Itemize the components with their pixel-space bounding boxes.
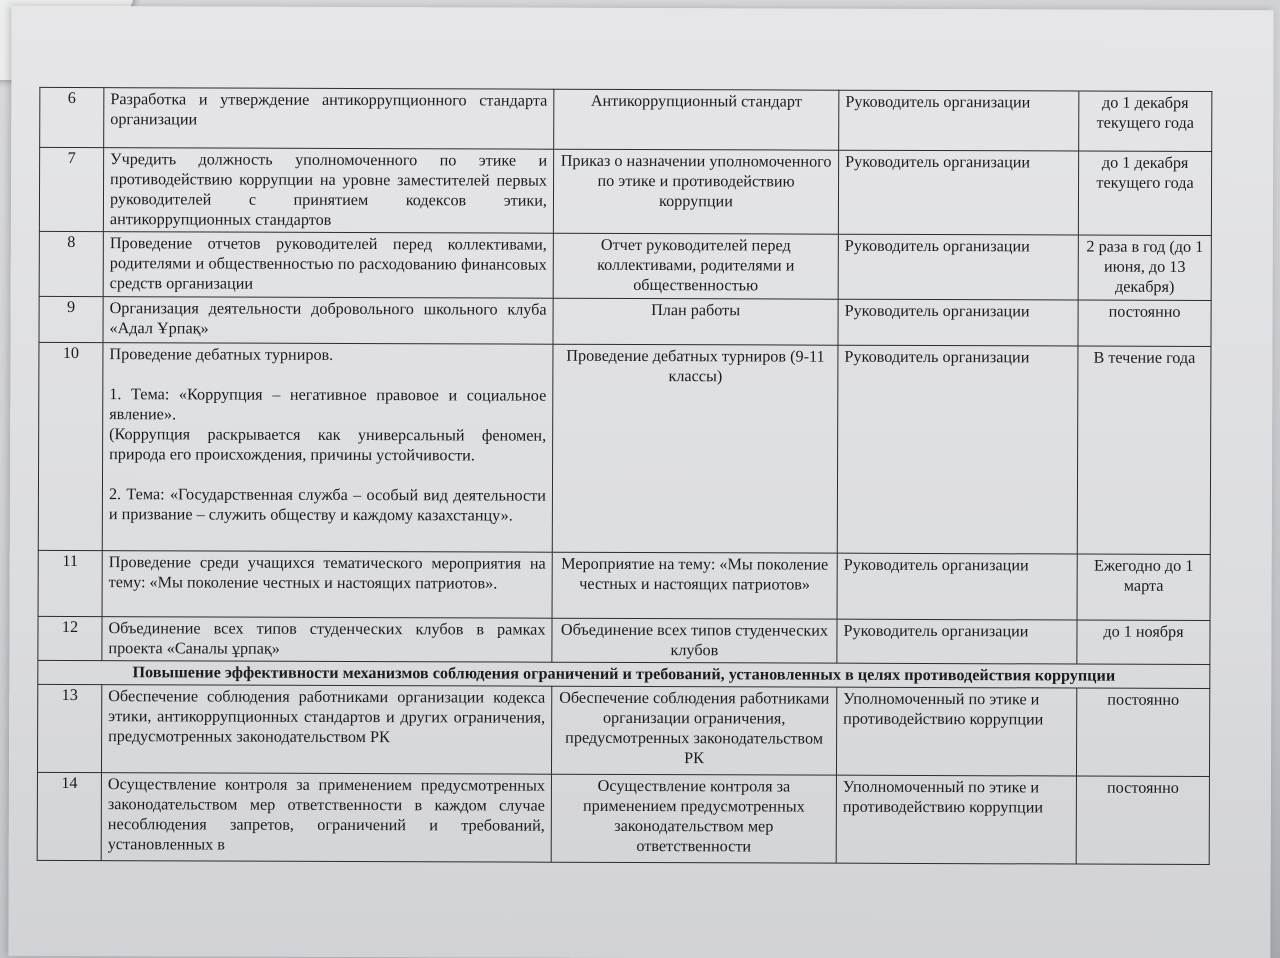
responsible-cell: Уполномоченный по этике и противодействию коррупции <box>836 687 1076 776</box>
debate-topic-2: 2. Тема: «Государственная служба – особый вид деятельности и призвание – служить обществу и каждому казахстанцу». <box>108 485 546 525</box>
row-number: 8 <box>39 231 103 296</box>
deadline-cell: Ежегодно до 1 марта <box>1077 554 1210 620</box>
activity-cell: Осуществление контроля за применением предусмотренных законодательством мер ответственности в каждом случае несоблюдения запретов, ограничений и требований, установленных в <box>101 773 551 863</box>
responsible-cell: Руководитель организации <box>837 553 1077 620</box>
responsible-cell: Руководитель организации <box>837 345 1078 554</box>
responsible-cell: Руководитель организации <box>838 299 1078 346</box>
row-number: 11 <box>38 550 102 616</box>
activity-cell <box>102 343 553 553</box>
row-number: 6 <box>40 87 104 147</box>
deadline-cell: до 1 декабря текущего года <box>1079 91 1212 151</box>
deadline-cell: до 1 декабря текущего года <box>1078 151 1211 235</box>
document-sheet <box>8 6 1273 958</box>
debate-intro: Проведение дебатных турниров. <box>109 345 334 364</box>
activity-cell: Организация деятельности добровольного школьного клуба «Адал Ұрпақ» <box>103 297 553 345</box>
table-row <box>37 772 1209 864</box>
debate-topic-1-note: (Коррупция раскрывается как универсальный феномен, природа его происхождения, причины устойчивости. <box>109 425 547 465</box>
deadline-cell: В течение года <box>1077 346 1211 554</box>
activity-cell: Обеспечение соблюдения работниками организации кодекса этики, антикоррупционных стандартов и других ограничения, предусмотренных законодательством РК <box>101 685 551 775</box>
result-cell: Приказ о назначении уполномоченного по этике и противодействию коррупции <box>553 149 838 234</box>
activity-cell: Проведение среди учащихся тематического мероприятия на тему: «Мы поколение честных и настоящих патриотов». <box>102 551 552 619</box>
result-cell: Отчет руководителей перед коллективами, родителями и общественностью <box>553 233 838 299</box>
responsible-cell: Руководитель организации <box>838 150 1078 235</box>
table-row <box>37 684 1209 776</box>
row-number: 14 <box>37 772 101 860</box>
responsible-cell: Руководитель организации <box>837 619 1077 664</box>
row-number: 7 <box>39 147 103 231</box>
responsible-cell: Руководитель организации <box>839 90 1079 151</box>
table-row <box>39 296 1211 346</box>
paragraph-gap <box>109 364 546 386</box>
deadline-cell: постоянно <box>1076 776 1209 864</box>
row-number: 13 <box>37 684 101 772</box>
result-cell: Осуществление контроля за применением предусмотренных законодательством мер ответственности <box>551 774 836 863</box>
result-cell: Проведение дебатных турниров (9-11 классы) <box>552 344 838 553</box>
activity-cell: Объединение всех типов студенческих клубов в рамках проекта «Саналы ұрпақ» <box>102 617 552 663</box>
table-row <box>38 550 1210 620</box>
responsible-cell: Руководитель организации <box>838 234 1078 300</box>
result-cell: Антикоррупционный стандарт <box>554 89 839 150</box>
deadline-cell: 2 раза в год (до 1 июня, до 13 декабря) <box>1078 235 1211 300</box>
responsible-cell: Уполномоченный по этике и противодействию коррупции <box>836 775 1076 864</box>
row-number: 9 <box>39 296 103 342</box>
table-row <box>39 147 1211 235</box>
result-cell: Обеспечение соблюдения работниками организации ограничения, предусмотренных законодательством РК <box>551 686 836 775</box>
deadline-cell: постоянно <box>1078 300 1211 346</box>
result-cell: Объединение всех типов студенческих клубов <box>552 618 837 663</box>
anticorruption-plan-table <box>37 87 1213 865</box>
section-heading: Повышение эффективности механизмов соблюдения ограничений и требований, установленных в целях противодействия коррупции <box>38 660 1210 688</box>
result-cell: План работы <box>553 298 838 345</box>
row-number: 10 <box>38 342 103 550</box>
debate-topic-1: 1. Тема: «Коррупция – негативное правовое и социальное явление». <box>109 385 547 424</box>
table-row <box>40 87 1212 151</box>
table-row <box>39 231 1211 300</box>
activity-cell: Разработка и утверждение антикоррупционного стандарта организации <box>104 88 554 150</box>
deadline-cell: до 1 ноября <box>1077 620 1210 664</box>
paragraph-gap <box>109 464 546 486</box>
table-row <box>38 342 1211 554</box>
result-cell: Мероприятие на тему: «Мы поколение честных и настоящих патриотов» <box>552 552 837 619</box>
table-row <box>38 616 1210 664</box>
deadline-cell: постоянно <box>1076 688 1209 776</box>
activity-cell: Учредить должность уполномоченного по этике и противодействию коррупции на уровне заместителей первых руководителей с принятием кодексов этики, антикоррупционных стандартов <box>103 148 553 234</box>
activity-cell: Проведение отчетов руководителей перед коллективами, родителями и общественностью по расходованию финансовых средств организации <box>103 232 553 299</box>
row-number: 12 <box>38 616 102 660</box>
